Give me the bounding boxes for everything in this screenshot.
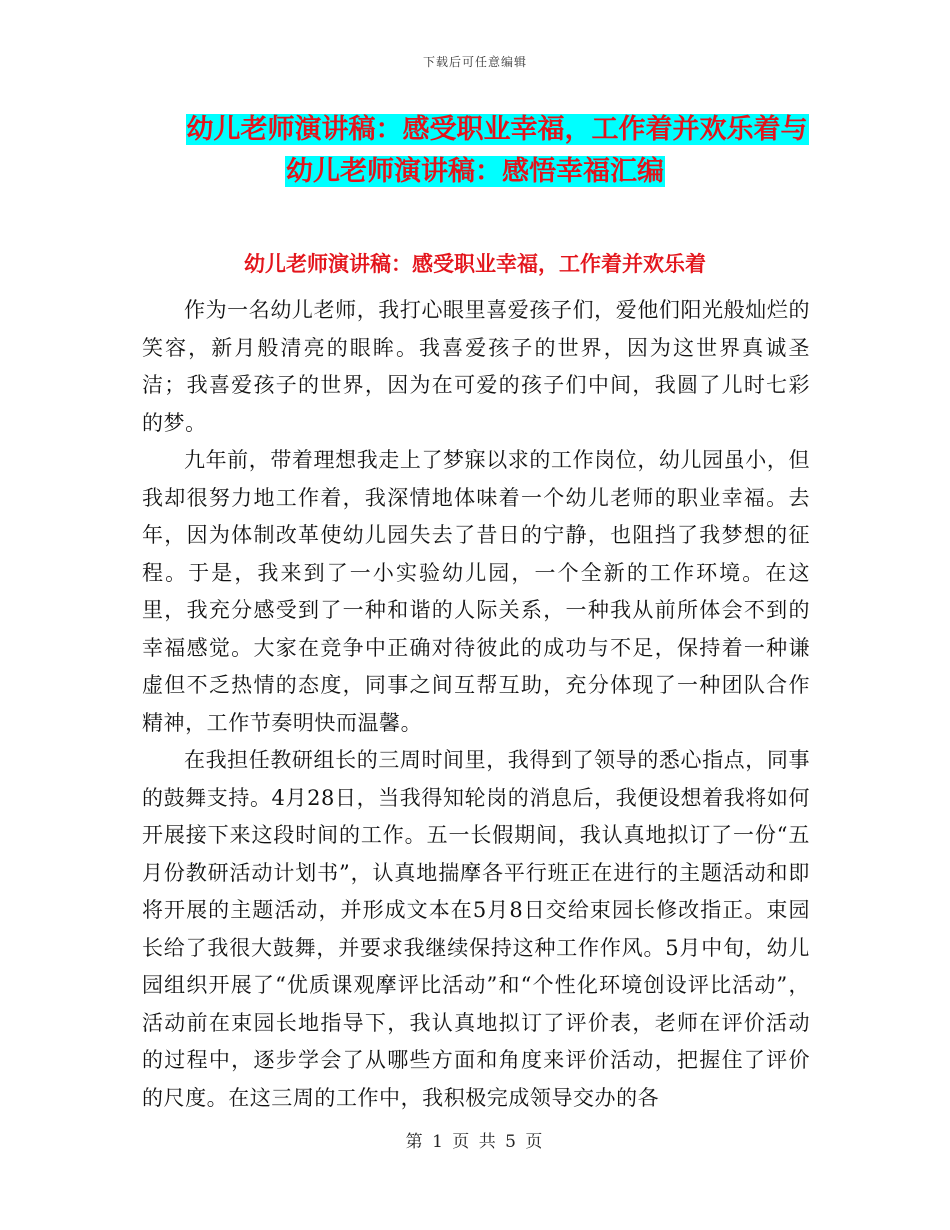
page-footer: 第 1 页 共 5 页	[405, 1132, 545, 1152]
section-heading: 幼儿老师演讲稿：感受职业幸福，工作着并欢乐着	[244, 252, 706, 276]
title-line-1-text: 幼儿老师演讲稿：感受职业幸福，工作着并欢乐着与	[186, 114, 808, 145]
paragraph: 九年前，带着理想我走上了梦寐以求的工作岗位，幼儿园虽小，但我却很努力地工作着，我深情地体味着一个幼儿老师的职业幸福。去年，因为体制改革使幼儿园失去了昔日的宁静，也阻挡了我梦想的征程。于是，我来到了一小实验幼儿园，一个全新的工作环境。在这里，我充分感受到了一种和谐的人际关系，一种我从前所体会不到的幸福感觉。大家在竞争中正确对待彼此的成功与不足，保持着一种谦虚但不乏热情的态度，同事之间互帮互助，充分体现了一种团队合作精神，工作节奏明快而温馨。	[142, 448, 810, 735]
body-text	[142, 292, 810, 1117]
document-title-line-1	[22, 112, 950, 148]
document-title-line-2	[0, 154, 950, 190]
paragraph: 作为一名幼儿老师，我打心眼里喜爱孩子们，爱他们阳光般灿烂的笑容，新月般清亮的眼眸。我喜爱孩子的世界，因为这世界真诚圣洁；我喜爱孩子的世界，因为在可爱的孩子们中间，我圆了儿时七彩的梦。	[142, 298, 810, 435]
header-note: 下载后可任意编辑	[422, 55, 527, 69]
paragraph: 在我担任教研组长的三周时间里，我得到了领导的悉心指点，同事的鼓舞支持。4月28日，当我得知轮岗的消息后，我便设想着我将如何开展接下来这段时间的工作。五一长假期间，我认真地拟订了一份“五月份教研活动计划书”，认真地揣摩各平行班正在进行的主题活动和即将开展的主题活动，并形成文本在5月8日交给束园长修改指正。束园长给了我很大鼓舞，并要求我继续保持这种工作作风。5月中旬，幼儿园组织开展了“优质课观摩评比活动”和“个性化环境创设评比活动”，活动前在束园长地指导下，我认真地拟订了评价表，老师在评价活动的过程中，逐步学会了从哪些方面和角度来评价活动，把握住了评价的尺度。在这三周的工作中，我积极完成领导交办的各	[142, 748, 810, 1110]
title-line-2-text: 幼儿老师演讲稿：感悟幸福汇编	[286, 156, 664, 187]
